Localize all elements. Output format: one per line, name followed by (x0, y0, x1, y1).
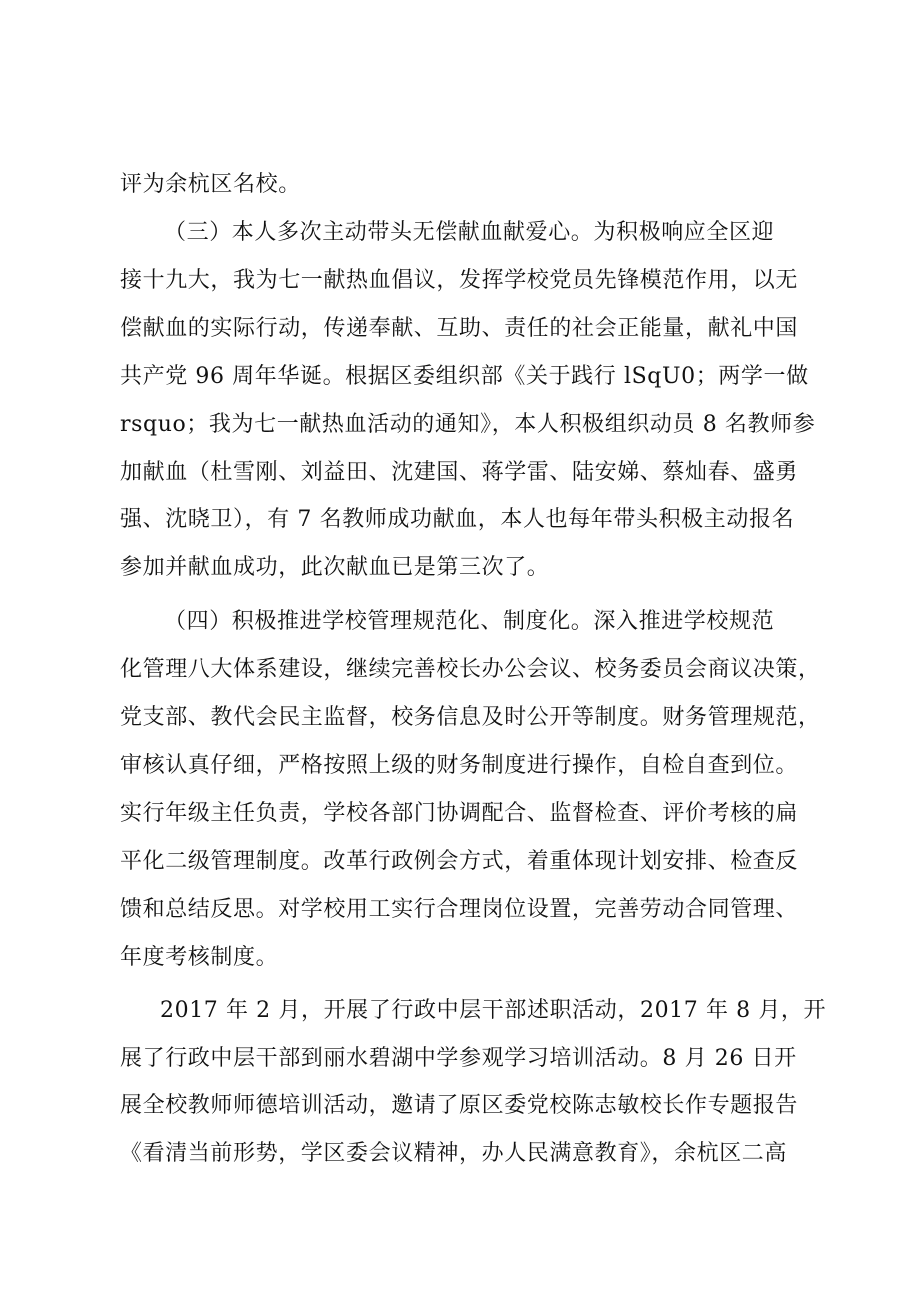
paragraph-line: 审核认真仔细，严格按照上级的财务制度进行操作，自检自查到位。 (120, 753, 799, 778)
paragraph-line: 化管理八大体系建设，继续完善校长办公会议、校务委员会商议决策， (120, 657, 821, 682)
paragraph-line: 展全校教师师德培训活动，邀请了原区委党校陈志敏校长作专题报告 (120, 1093, 799, 1118)
paragraph-line: 2017 年 2 月，开展了行政中层干部述职活动，2017 年 8 月，开 (160, 998, 827, 1023)
paragraph-line: 参加并献血成功，此次献血已是第三次了。 (120, 555, 550, 580)
paragraph-line: 实行年级主任负责，学校各部门协调配合、监督检查、评价考核的扁 (120, 801, 799, 826)
paragraph-line: 平化二级管理制度。改革行政例会方式，着重体现计划安排、检查反 (120, 849, 799, 874)
paragraph-line: 评为余杭区名校。 (120, 172, 301, 197)
paragraph-line: 展了行政中层干部到丽水碧湖中学参观学习培训活动。8 月 26 日开 (120, 1046, 797, 1071)
paragraph-line: 偿献血的实际行动，传递奉献、互助、责任的社会正能量，献礼中国 (120, 316, 799, 341)
paragraph-line: 加献血（杜雪刚、刘益田、沈建国、蒋学雷、陆安娣、蔡灿春、盛勇 (120, 460, 799, 485)
paragraph-line: 《看清当前形势，学区委会议精神，办人民满意教育》，余杭区二高 (120, 1141, 788, 1166)
paragraph-line: rsquo；我为七一献热血活动的通知》，本人积极组织动员 8 名教师参 (120, 412, 816, 437)
paragraph-line: 强、沈晓卫），有 7 名教师成功献血，本人也每年带头积极主动报名 (120, 507, 795, 532)
paragraph-line: 年度考核制度。 (120, 945, 279, 970)
paragraph-line: 共产党 96 周年华诞。根据区委组织部《关于践行 lSqU0；两学一做 (120, 364, 809, 389)
paragraph-line: 馈和总结反思。对学校用工实行合理岗位设置，完善劳动合同管理、 (120, 897, 799, 922)
paragraph-line: 接十九大，我为七一献热血倡议，发挥学校党员先锋模范作用，以无 (120, 268, 799, 293)
paragraph-line: 党支部、教代会民主监督，校务信息及时公开等制度。财务管理规范， (120, 705, 821, 730)
paragraph-line: （三）本人多次主动带头无偿献血献爱心。为积极响应全区迎 (164, 220, 775, 245)
paragraph-line: （四）积极推进学校管理规范化、制度化。深入推进学校规范 (164, 609, 775, 634)
